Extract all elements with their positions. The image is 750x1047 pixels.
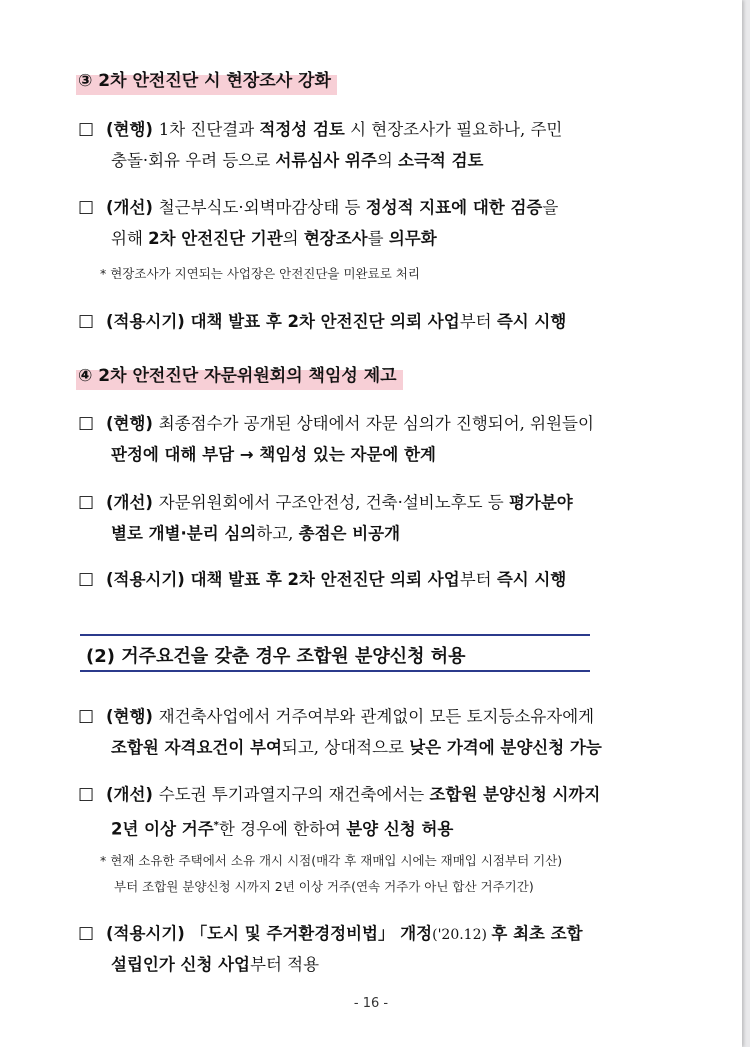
s3-note: * 현장조사가 지연되는 사업장은 안전진단을 미완료로 처리 (100, 266, 420, 281)
s2-note-line1: * 현재 소유한 주택에서 소유 개시 시점(매각 후 재매입 시에는 재매입 시점부터 기산) (100, 853, 563, 868)
s2-note-line2: 부터 조합원 분양신청 시까지 2년 이상 거주(연속 거주가 아닌 합산 거주기간) (114, 879, 534, 894)
checkbox-icon: □ (78, 923, 95, 943)
checkbox-icon: □ (78, 784, 95, 804)
checkbox-icon: □ (78, 119, 95, 139)
page-number: - 16 - (353, 996, 389, 1011)
checkbox-icon: □ (78, 311, 95, 331)
document-page: ③ 2차 안전진단 시 현장조사 강화 □ (현행) 1차 진단결과 적정성 검토 시 현장조사가 필요하나, 주민 충돌·회유 우려 등으로 서류심사 위주의 소극적 검토 □ (개선) 철근부식도·외벽마감상태 등 정성적 지표에 대한 검증을 위해 2차 안전진단 기관의 현장조사를 의무화 * 현장조사가 지연되는 사업장은 안전진단을 미완료로 처리 □ (적용시기) 대책 발표 후 2차 안전진단 의뢰 사업부터 즉시 시행 ④ 2차 안전진단 자문위원회의 책임성 제고 □ (현행) 최종점수가 공개된 상태에서 자문 심의가 진행되어, 위원들이 판정에 대해 부담 → 책임성 있는 자문에 한계 □ (개선) 자문위원회에서 구조안전성, 건축·설비노후도 등 평가분야 별로 개별·분리 심의하고, 총점은 비공개 □ (적용시기) 대책 발표 후 2차 안전진단 의뢰 사업부터 즉시 시행 (2) 거주요건을 갖춘 경우 조합원 분양신청 허용 □ (현행) 재건축사업에서 거주여부와 관계없이 모든 토지등소유자에게 조합원 자격요건이 부여되고, 상대적으로 낮은 가격에 분양신청 가능 □ (개선) 수도권 투기과열지구의 재건축에서는 조합원 분양신청 시까지 2년 이상 거주*한 경우에 한하여 분양 신청 허용 * 현재 소유한 주택에서 소유 개시 시점(매각 후 재매입 시에는 재매입 시점부터 기산) 부터 조합원 분양신청 시까지 2년 이상 거주(연속 거주가 아닌 합산 거주기간) □ (적용시기) 「도시 및 주거환경정비법」 개정('20.12) 후 최초 조합 설립인가 신청 사업부터 적용 - 16 - (0, 0, 742, 1047)
subheading-2-text: (2) 거주요건을 갖춘 경우 조합원 분양신청 허용 (86, 646, 466, 667)
section-4-title: ④ 2차 안전진단 자문위원회의 책임성 제고 (76, 362, 403, 390)
checkbox-icon: □ (78, 413, 95, 433)
section-3-title: ③ 2차 안전진단 시 현장조사 강화 (76, 67, 337, 95)
subheading-2 (80, 634, 590, 672)
checkbox-icon: □ (78, 492, 95, 512)
checkbox-icon: □ (78, 706, 95, 726)
checkbox-icon: □ (78, 569, 95, 589)
checkbox-icon: □ (78, 197, 95, 217)
